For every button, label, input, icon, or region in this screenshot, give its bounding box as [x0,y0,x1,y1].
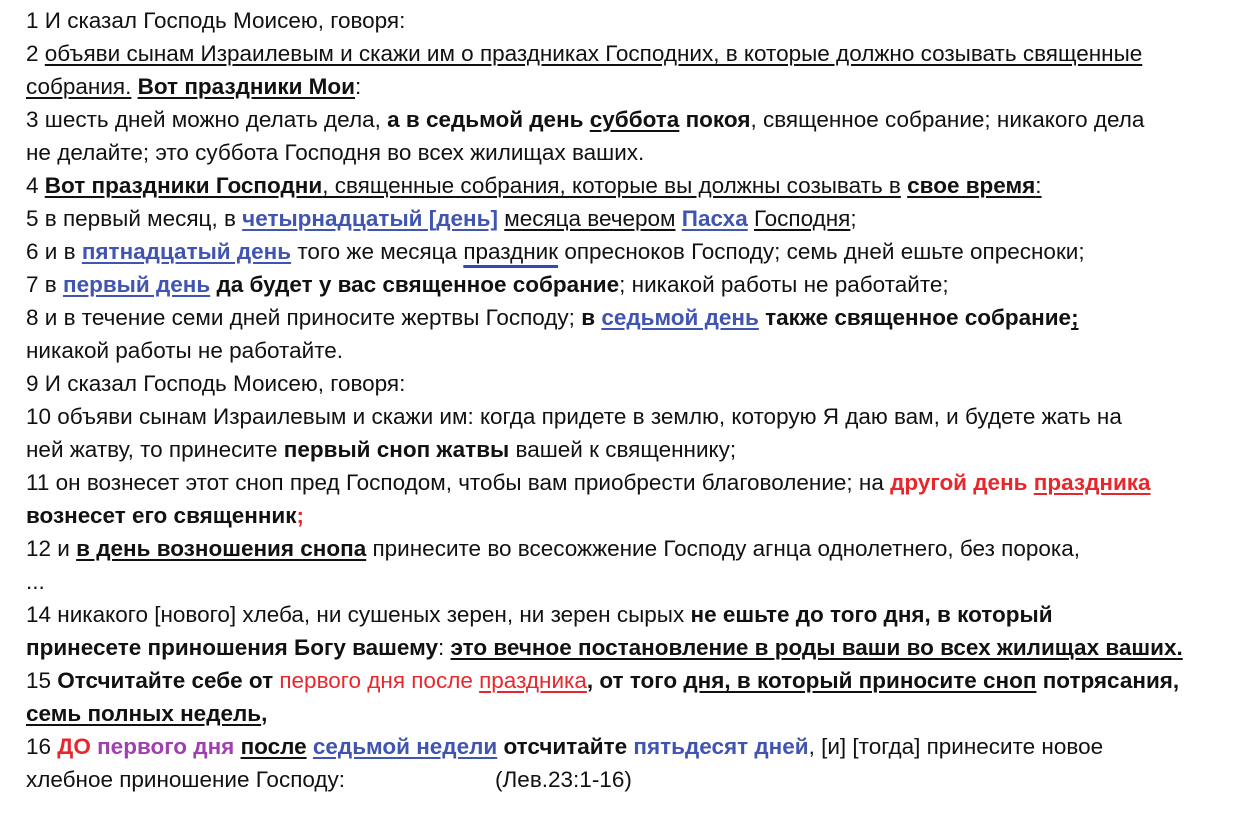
verse-number: 6 [26,239,39,264]
verse-11 [26,466,1251,499]
verse-text: никакого [нового] хлеба, ни сушеных зерен, ни зерен сырых [57,602,685,627]
verse-text: и в течение семи дней приносите жертвы Господу; [44,305,575,330]
verse-number: 10 [26,404,52,429]
verse-14-cont [26,631,1251,664]
verse-text-purple: первого дня [97,734,235,759]
verse-number: 11 [26,470,50,495]
verse-text: объяви сынам Израилевым и скажи им о праздниках Господних, в которые должно созывать священные [44,41,1143,66]
verse-15 [26,664,1251,697]
verse-text: объяви сынам Израилевым и скажи им: когда придете в землю, которую Я даю вам, и будете жать на [57,404,1122,429]
verse-text-red: другой день [890,470,1028,495]
verse-text-bold: потрясания, [1042,668,1180,693]
verse-text-bold: после [240,734,307,759]
verse-text-bold: ; [1071,305,1079,330]
verse-11-cont [26,499,1251,532]
verse-text-bold: вознесет его священник [26,503,297,528]
verse-text: и в [44,239,76,264]
verse-text-red: ДО [57,734,91,759]
verse-text: ; [850,206,857,231]
verse-text: И сказал Господь Моисею, говоря: [44,371,406,396]
verse-text-bold: отсчитайте [503,734,628,759]
verse-text: , священное собрание; никакого дела [750,107,1145,132]
verse-text-bold: Вот праздники Мои [137,74,356,99]
verse-text-bold: в день возношения снопа [76,536,367,561]
verse-2-cont [26,70,1251,103]
verse-9 [26,367,1251,400]
verse-text: Господня [753,206,851,231]
verse-text: ; никакой работы не работайте; [619,272,949,297]
verse-text-bold: свое время [907,173,1036,198]
verse-text: месяца вечером [504,206,676,231]
verse-2 [26,37,1251,70]
verse-number: 2 [26,41,39,66]
verse-text-bold: Вот праздники Господни [44,173,323,198]
verse-text: не делайте; это суббота Господня во всех жилищах ваших. [26,140,645,165]
scripture-reference: (Лев.23:1-16) [495,767,632,792]
verse-text: хлебное приношение Господу: [26,767,346,792]
verse-4 [26,169,1251,202]
verse-text: , [и] [тогда] принесите новое [808,734,1104,759]
verse-12 [26,532,1251,565]
verse-number: 12 [26,536,52,561]
verse-text-blue: первый день [63,272,211,297]
verse-text-blue: седьмой день [601,305,759,330]
verse-text-red: праздника [1033,470,1151,495]
verse-text-bold: это вечное постановление в роды ваши во всех жилищах ваших. [450,635,1183,660]
verse-text: вашей к священнику; [515,437,737,462]
verse-16-cont [26,763,1251,796]
verse-text-blue: Пасха [681,206,748,231]
verse-15-cont [26,697,1251,730]
verse-text: И сказал Господь Моисею, говоря: [44,8,406,33]
ellipsis [26,565,1251,598]
verse-5 [26,202,1251,235]
verse-text-bold: также священное собрание [765,305,1072,330]
verse-text: шесть дней можно делать дела, [44,107,381,132]
verse-text: он вознесет этот сноп пред Господом, чтобы вам приобрести благоволение; на [55,470,884,495]
verse-text: ней жатву, то принесите [26,437,278,462]
verse-text-red: праздника [479,668,587,693]
verse-text-bold: а в седьмой день [387,107,584,132]
verse-number: 14 [26,602,52,627]
verse-number: 5 [26,206,39,231]
verse-text-bold: покоя [685,107,751,132]
verse-text: : [438,635,445,660]
verse-text-bold: , [261,701,268,726]
verse-text: того же месяца [297,239,458,264]
verse-text: в первый месяц, в [44,206,236,231]
verse-text-blue: пятьдесят дней [633,734,809,759]
verse-10-cont [26,433,1251,466]
verse-text-bold: в [581,305,596,330]
verse-number: 15 [26,668,52,693]
verse-text-blue: четырнадцатый [день] [242,206,498,231]
verse-text-blue: пятнадцатый день [81,239,292,264]
verse-text: : [1035,173,1042,198]
verse-text-blue: седьмой недели [312,734,498,759]
verse-text: и [57,536,70,561]
verse-8 [26,301,1251,334]
verse-text-bold: дня [683,668,725,693]
verse-text: собрания. [26,74,132,99]
verse-number: 16 [26,734,52,759]
verse-text-bold: не ешьте до того дня, в который [690,602,1053,627]
verse-text-bold: принесете приношения Богу вашему [26,635,438,660]
verse-8-cont [26,334,1251,367]
verse-text-bold: суббота [589,107,680,132]
verse-text-underlined: праздник [463,239,559,264]
verse-text: ... [26,569,45,594]
verse-6 [26,235,1251,268]
verse-text-bold: да будет у вас священное собрание [216,272,620,297]
verse-number: 1 [26,8,39,33]
verse-text: никакой работы не работайте. [26,338,344,363]
verse-text: , священные собрания, которые вы должны созывать в [322,173,901,198]
verse-text-bold: Отсчитайте себе от [57,668,274,693]
verse-text-bold: , от того [586,668,678,693]
verse-text: : [355,74,362,99]
verse-number: 4 [26,173,39,198]
verse-number: 3 [26,107,39,132]
verse-number: 9 [26,371,39,396]
verse-text: в [44,272,57,297]
verse-3 [26,103,1251,136]
verse-text: принесите во всесожжение Господу агнца однолетнего, без порока, [372,536,1080,561]
verse-14 [26,598,1251,631]
verse-text-red: первого дня после [279,668,473,693]
verse-text: опресноков Господу; семь дней ешьте опресноки; [564,239,1085,264]
verse-text-red: ; [296,503,305,528]
verse-number: 7 [26,272,39,297]
verse-number: 8 [26,305,39,330]
verse-3-cont [26,136,1251,169]
verse-7 [26,268,1251,301]
verse-text-bold: первый сноп жатвы [283,437,510,462]
verse-16 [26,730,1251,763]
verse-text-bold: семь полных недель [26,701,262,726]
verse-1 [26,4,1251,37]
verse-10 [26,400,1251,433]
verse-text-bold: , в который приносите сноп [724,668,1037,693]
